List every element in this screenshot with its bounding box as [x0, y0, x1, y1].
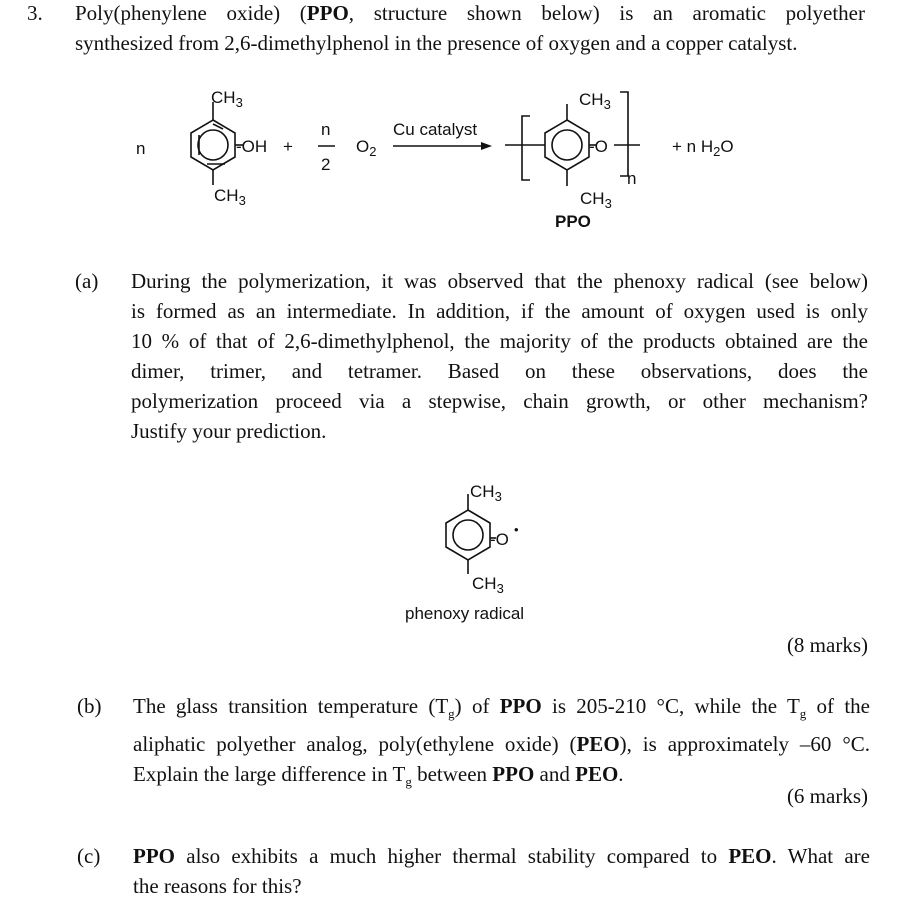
part-a-line: is formed as an intermediate. In addition, if the amount of oxygen used is only — [131, 299, 868, 323]
repeat-n: n — [627, 169, 637, 188]
coef-n: n — [136, 139, 146, 158]
reaction-scheme — [0, 80, 924, 240]
phenoxy-radical-figure — [380, 470, 580, 630]
part-b-line-3: Explain the large difference in $T_g$ between PPO and PEO. — [133, 762, 624, 790]
ch3-bottom-left: $CH_3$ — [214, 186, 246, 208]
part-a-line: Justify your prediction. — [131, 419, 327, 443]
ch3-bottom: $CH_3$ — [472, 574, 504, 596]
intro-line-2: synthesized from 2,6-dimethylphenol in the presence of oxygen and a copper catalyst. — [75, 31, 798, 55]
part-a-label: (a) — [75, 269, 99, 293]
part-a-line: dimer, trimer, and tetramer. Based on these observations, does the — [131, 359, 868, 383]
left-bracket — [522, 116, 530, 180]
ether-oxygen: -O — [589, 137, 608, 156]
question-number: 3. — [27, 1, 43, 25]
part-a-line: 10 % of that of 2,6-dimethylphenol, the majority of the products obtained are the — [131, 329, 868, 353]
part-c-label: (c) — [77, 844, 101, 868]
part-b-marks: (6 marks) — [786, 784, 868, 808]
ch3-top-right: $CH_3$ — [579, 90, 611, 112]
oh-group: -OH — [236, 137, 268, 156]
oxygen-molecule: $O_2$ — [356, 137, 377, 159]
part-a-marks: (8 marks) — [786, 633, 868, 657]
water-product: + n $H_2O$ — [672, 137, 734, 159]
plus-sign: + — [283, 137, 293, 156]
part-c-text — [133, 841, 870, 901]
radical-caption: phenoxy radical — [405, 604, 525, 623]
part-a-text — [131, 266, 868, 446]
right-bracket — [620, 92, 628, 176]
fraction-denominator: 2 — [321, 155, 331, 174]
radical-dot: • — [514, 522, 519, 537]
part-a-line: polymerization proceed via a stepwise, chain growth, or other mechanism? — [131, 389, 868, 413]
ppo-bold: PPO — [306, 1, 349, 25]
part-c-line-2: the reasons for this? — [133, 874, 302, 898]
catalyst-label: Cu catalyst — [393, 120, 478, 139]
part-b-line-2: aliphatic polyether analog, poly(ethylene oxide) (PEO), is approximately –60 °C. — [133, 732, 870, 757]
part-b-label: (b) — [77, 694, 102, 718]
part-b-text — [133, 691, 870, 797]
ch3-top: $CH_3$ — [470, 482, 502, 504]
fraction-numerator: n — [321, 120, 331, 139]
intro-text: , structure shown below) is an aromatic polyether — [348, 1, 865, 25]
intro-line-1 — [75, 0, 865, 28]
part-a-line: During the polymerization, it was observed that the phenoxy radical (see below) — [131, 269, 868, 293]
radical-oxygen: -O — [490, 530, 509, 549]
ch3-top-left: $CH_3$ — [211, 88, 243, 110]
part-c-line-1: PPO also exhibits a much higher thermal stability compared to PEO. What are — [133, 844, 870, 868]
part-b-line-1: The glass transition temperature $(T_g)$ of PPO is 205-210 °C, while the $T_g$ of the — [133, 694, 870, 722]
intro-text: Poly(phenylene oxide) ( — [75, 1, 307, 25]
ch3-bottom-right: $CH_3$ — [580, 189, 612, 211]
ppo-label: PPO — [555, 212, 591, 231]
